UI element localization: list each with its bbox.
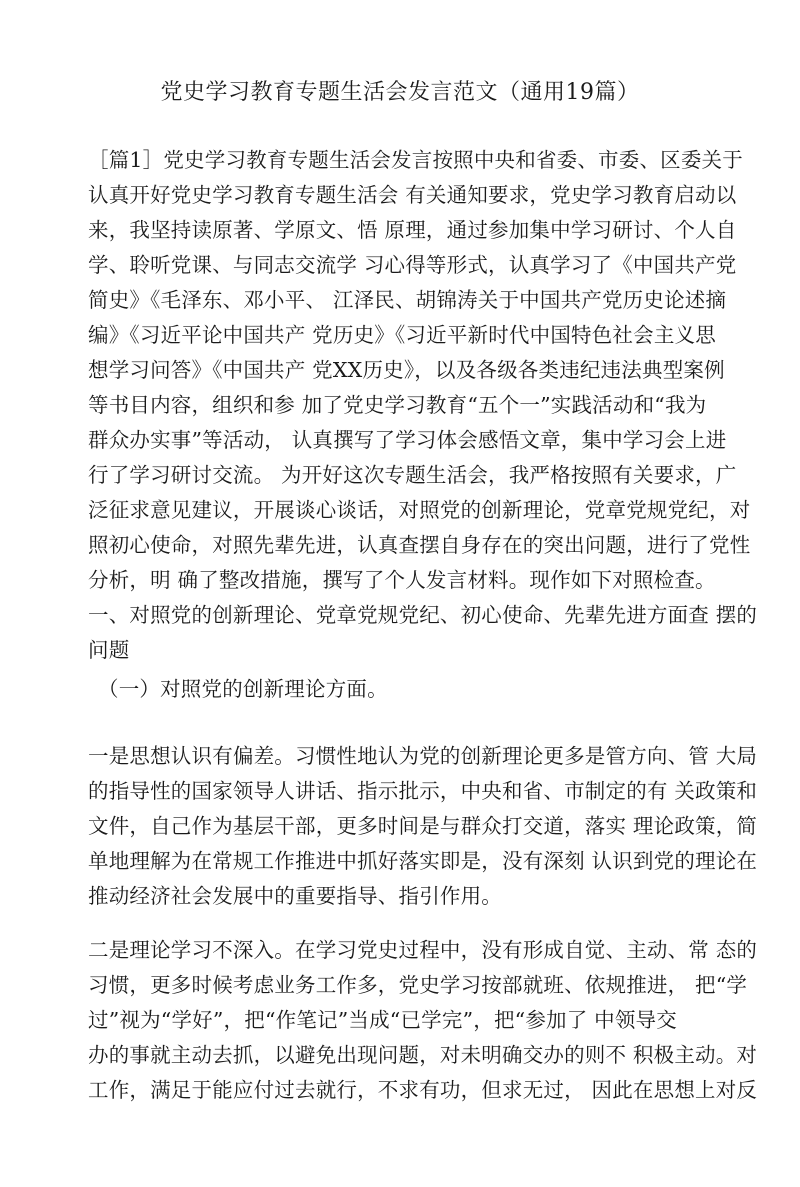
- paragraph-line: 群众办实事”等活动， 认真撰写了学习体会感悟文章，集中学习会上进: [88, 428, 727, 452]
- document-title: 党史学习教育专题生活会发言范文（通用19篇）: [160, 80, 640, 105]
- paragraph-line: 单地理解为在常规工作推进中抓好落实即是，没有深刻 认识到党的理论在: [88, 849, 758, 873]
- paragraph-line: 泛征求意见建议，开展谈心谈话，对照党的创新理论，党章党规党纪，对: [88, 498, 751, 522]
- paragraph-line: 想学习问答》《中国共产 党XX历史》，以及各级各类违纪违法典型案例: [88, 358, 725, 382]
- section-heading-line: 问题: [88, 638, 130, 662]
- paragraph-line: 来，我坚持读原著、学原文、悟 原理，通过参加集中学习研讨、个人自: [88, 218, 737, 242]
- paragraph-line: 文件，自己作为基层干部，更多时间是与群众打交道，落实 理论政策，简: [88, 814, 758, 838]
- section-heading-line: 一、对照党的创新理论、党章党规党纪、初心使命、先辈先进方面查 摆的: [88, 603, 758, 627]
- paragraph-line: 照初心使命，对照先辈先进，认真查摆自身存在的突出问题，进行了党性: [88, 533, 751, 557]
- paragraph-line: ［篇1］党史学习教育专题生活会发言按照中央和省委、市委、区委关于: [88, 148, 743, 172]
- subsection-heading: （一）对照党的创新理论方面。: [98, 677, 388, 701]
- paragraph-line: 认真开好党史学习教育专题生活会 有关通知要求，党史学习教育启动以: [88, 183, 737, 207]
- paragraph-line: 行了学习研讨交流。 为开好这次专题生活会，我严格按照有关要求，广: [88, 463, 737, 487]
- paragraph-line: 办的事就主动去抓，以避免出现问题，对未明确交办的则不 积极主动。对: [88, 1043, 758, 1067]
- paragraph-line: 工作，满足于能应付过去就行，不求有功，但求无过， 因此在思想上对反: [88, 1078, 758, 1102]
- paragraph-line: 二是理论学习不深入。在学习党史过程中，没有形成自觉、主动、常 态的: [88, 938, 758, 962]
- paragraph-line: 分析，明 确了整改措施，撰写了个人发言材料。现作如下对照检查。: [88, 568, 716, 592]
- paragraph-line: 编》《习近平论中国共产 党历史》《习近平新时代中国特色社会主义思: [88, 323, 716, 347]
- paragraph-line: 等书目内容，组织和参 加了党史学习教育“五个一”实践活动和“我为: [88, 393, 707, 417]
- paragraph-line: 的指导性的国家领导人讲话、指示批示，中央和省、市制定的有 关政策和: [88, 779, 758, 803]
- paragraph-line: 简史》《毛泽东、邓小平、 江泽民、胡锦涛关于中国共产党历史论述摘: [88, 288, 727, 312]
- paragraph-line: 习惯，更多时候考虑业务工作多，党史学习按部就班、依规推进， 把“学: [88, 973, 748, 997]
- paragraph-line: 推动经济社会发展中的重要指导、指引作用。: [88, 884, 502, 908]
- paragraph-line: 学、聆听党课、与同志交流学 习心得等形式，认真学习了《中国共产党: [88, 253, 737, 277]
- paragraph-line: 一是思想认识有偏差。习惯性地认为党的创新理论更多是管方向、管 大局: [88, 744, 758, 768]
- paragraph-line: 过”视为“学好”，把“作笔记”当成“已学完”，把“参加了 中领导交: [88, 1008, 677, 1032]
